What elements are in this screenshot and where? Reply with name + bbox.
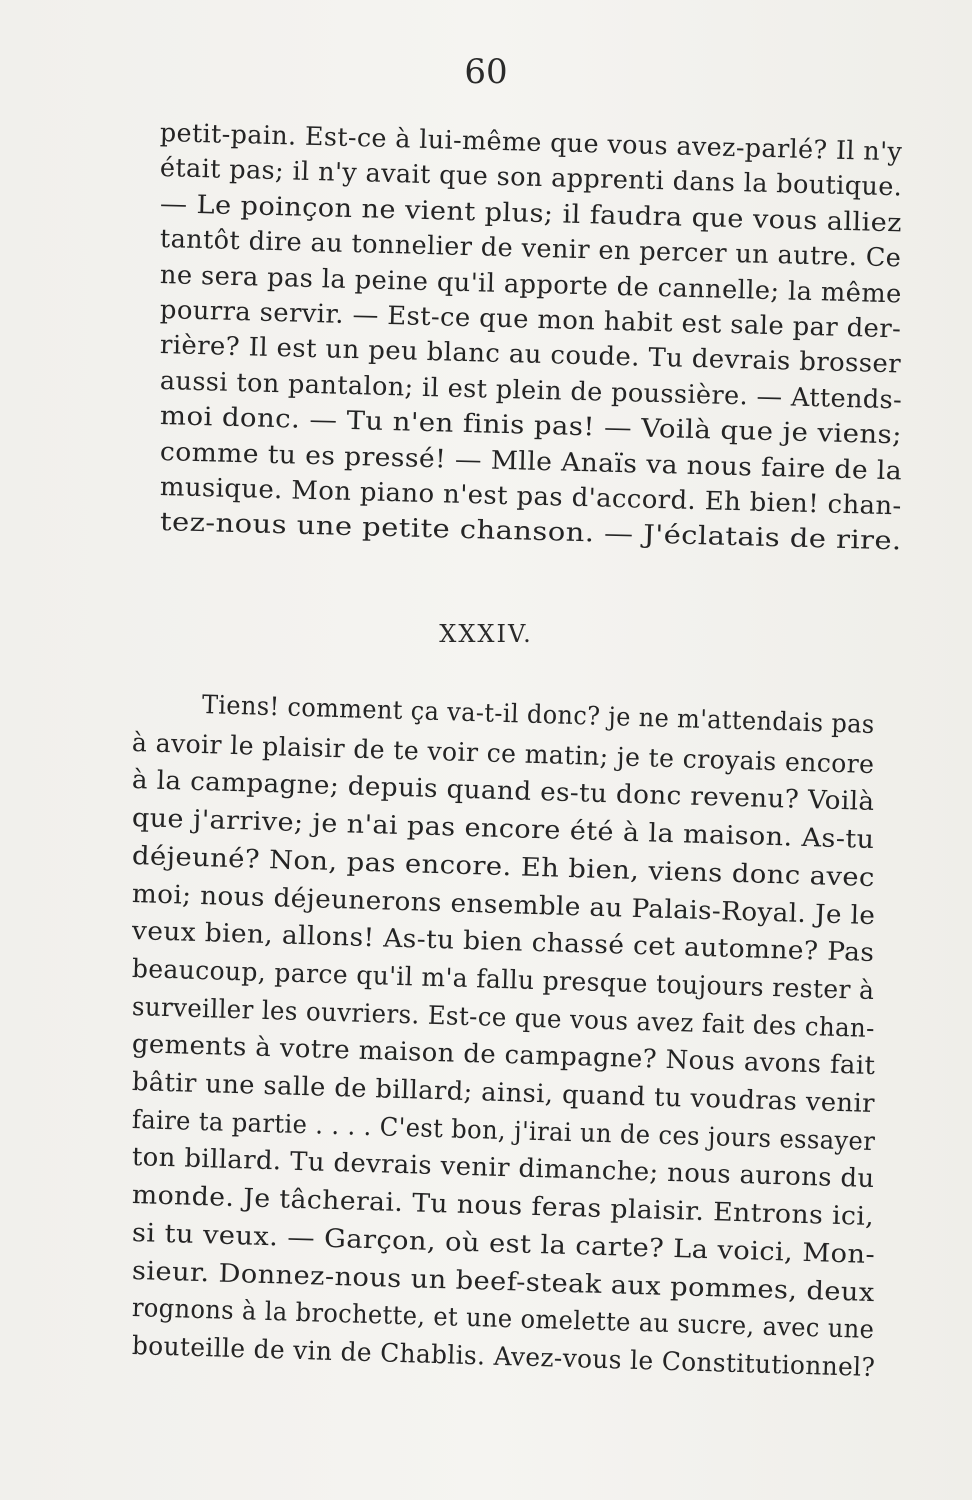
text-line: comme tu es pressé! — Mlle Anaïs va nous faire de la — [159, 436, 903, 487]
text-line: tez-nous une petite chanson. — J'éclatais de rire. — [159, 507, 903, 557]
text-line: pourra servir. — Est-ce que mon habit est sale par der- — [159, 295, 902, 345]
text-line: ne sera pas la peine qu'il apporte de cannelle; la même — [159, 259, 903, 310]
text-line: bâtir une salle de billard; ainsi, quand tu voudras venir — [131, 1067, 876, 1120]
text-line: musique. Mon piano n'est pas d'accord. Eh bien! chan- — [159, 472, 903, 522]
section-heading: XXXIV. — [439, 620, 533, 648]
text-line: surveiller les ouvriers. Est-ce que vous avez fait des chan- — [131, 991, 876, 1044]
text-line: que j'arrive; je n'ai pas encore été à la maison. As-tu — [131, 803, 875, 856]
text-line: à la campagne; depuis quand es-tu donc revenu? Voilà — [131, 765, 875, 818]
text-line: sieur. Donnez-nous un beef-steak aux pommes, deux — [131, 1255, 876, 1308]
text-line: gements à votre maison de campagne? Nous avons fait — [131, 1029, 876, 1082]
page-number: 60 — [464, 52, 508, 92]
text-line: petit-pain. Est-ce à lui-même que vous avez-parlé? Il n'y — [159, 118, 903, 168]
text-line: rière? Il est un peu blanc au coude. Tu devrais brosser — [159, 330, 902, 380]
text-line: si tu veux. — Garçon, où est la carte? La voici, Mon- — [131, 1217, 876, 1270]
text-line: tantôt dire au tonnelier de venir en percer un autre. Ce — [159, 224, 902, 274]
text-line: à avoir le plaisir de te voir ce matin; je te croyais encore — [131, 727, 875, 780]
text-line: monde. Je tâcherai. Tu nous feras plaisir. Entrons ici, — [131, 1180, 875, 1233]
text-line: ton billard. Tu devrais venir dimanche; nous aurons du — [131, 1142, 875, 1195]
text-line: était pas; il n'y avait que son apprenti dans la boutique. — [159, 153, 903, 203]
text-line: moi donc. — Tu n'en finis pas! — Voilà que je viens; — [159, 401, 903, 451]
text-line: rognons à la brochette, et une omelette au sucre, avec une — [131, 1293, 875, 1346]
text-line: beaucoup, parce qu'il m'a fallu presque toujours rester à — [131, 953, 875, 1006]
text-line: Tiens! comment ça va-t-il donc? je ne m'attendais pas — [201, 690, 876, 740]
text-line: — Le poinçon ne vient plus; il faudra que vous alliez — [159, 188, 903, 239]
text-line: faire ta partie . . . . C'est bon, j'irai un de ces jours essayer — [131, 1104, 876, 1157]
text-line: déjeuné? Non, pas encore. Eh bien, viens donc avec — [131, 840, 876, 893]
text-line: veux bien, allons! As-tu bien chassé cet automne? Pas — [131, 916, 875, 969]
text-line: moi; nous déjeunerons ensemble au Palais-Royal. Je le — [131, 878, 876, 931]
text-line: aussi ton pantalon; il est plein de poussière. — Attends- — [159, 365, 903, 416]
text-line: bouteille de vin de Chablis. Avez-vous le Constitutionnel? — [131, 1330, 876, 1383]
